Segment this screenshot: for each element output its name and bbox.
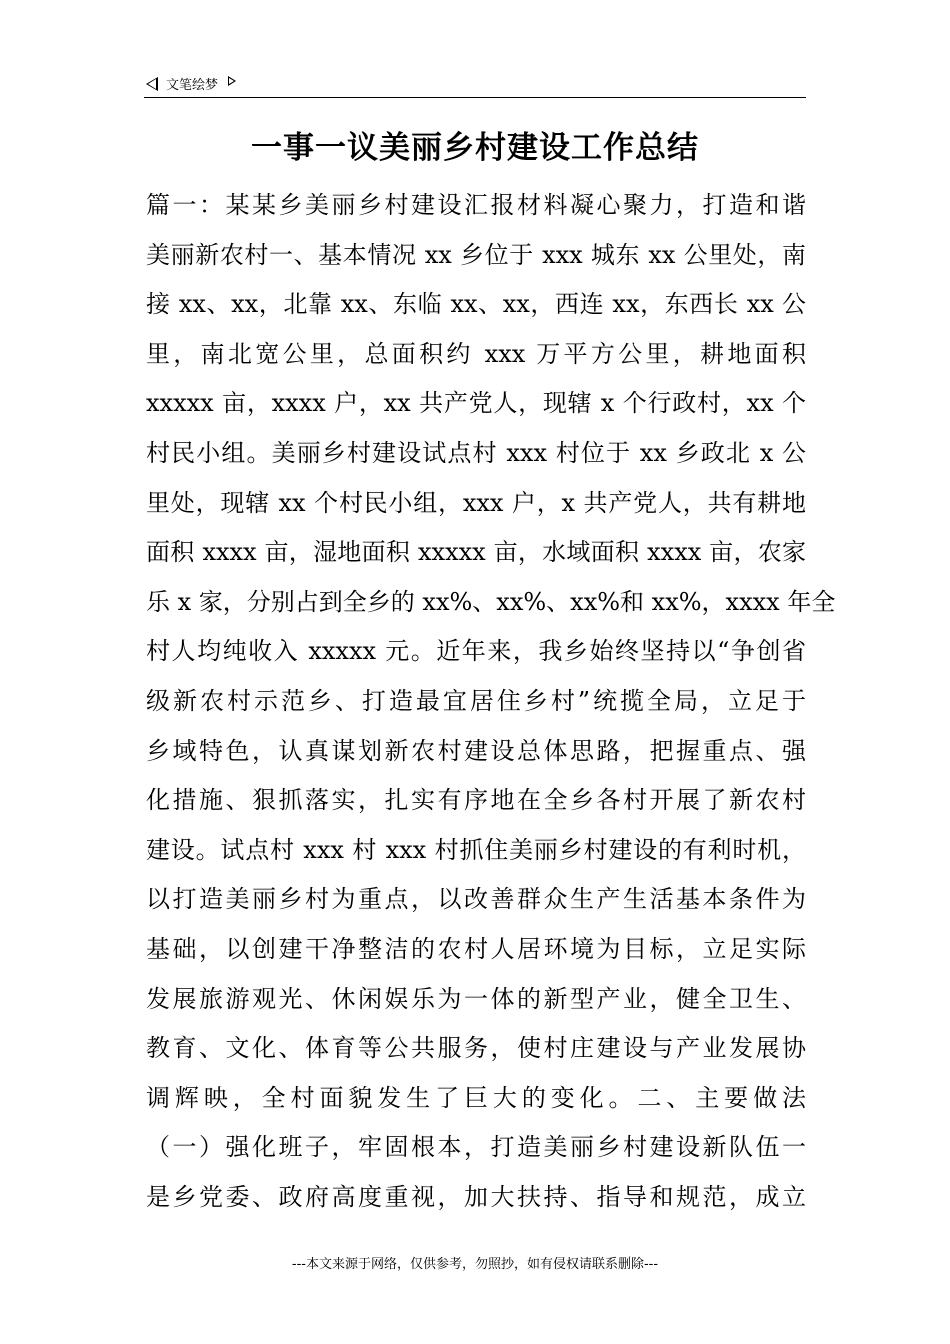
body-line: 级新农村示范乡、打造最宜居住乡村”统揽全局，立足于 — [146, 686, 806, 715]
body-line: 里，南北宽公里，总面积约 xxx 万平方公里，耕地面积 — [146, 339, 806, 368]
document-body — [146, 181, 836, 1222]
body-line: 村人均纯收入 xxxxx 元。近年来，我乡始终坚持以“争创省 — [146, 637, 806, 666]
body-line: 篇一：某某乡美丽乡村建设汇报材料凝心聚力，打造和谐 — [146, 191, 806, 219]
triangle-right-icon — [228, 76, 236, 86]
body-line: 是乡党委、政府高度重视，加大扶持、指导和规范，成立 — [146, 1182, 806, 1211]
document-footer: ---本文来源于网络，仅供参考，勿照抄，如有侵权请联系删除--- — [291, 1257, 659, 1272]
body-line: 教育、文化、体育等公共服务，使村庄建设与产业发展协 — [146, 1034, 806, 1063]
body-line: 基础，以创建干净整洁的农村人居环境为目标，立足实际 — [146, 934, 806, 963]
body-line: （一）强化班子，牢固根本，打造美丽乡村建设新队伍一 — [146, 1133, 806, 1162]
header-divider — [144, 97, 806, 98]
body-line: 发展旅游观光、休闲娱乐为一体的新型产业，健全卫生、 — [146, 984, 806, 1013]
body-line: 建设。试点村 xxx 村 xxx 村抓住美丽乡村建设的有利时机， — [146, 835, 806, 864]
document-header — [146, 74, 236, 93]
body-line: 以打造美丽乡村为重点，以改善群众生产生活基本条件为 — [146, 885, 806, 914]
body-line: 乡域特色，认真谋划新农村建设总体思路，把握重点、强 — [146, 736, 806, 765]
body-line: 里处，现辖 xx 个村民小组，xxx 户，x 共产党人，共有耕地 — [146, 488, 806, 517]
body-line: 化措施、狠抓落实，扎实有序地在全乡各村开展了新农村 — [146, 786, 806, 815]
triangle-left-icon — [146, 77, 158, 91]
body-line: 接 xx、xx，北靠 xx、东临 xx、xx，西连 xx，东西长 xx 公 — [146, 290, 806, 319]
body-line: 面积 xxxx 亩，湿地面积 xxxxx 亩，水域面积 xxxx 亩，农家 — [146, 538, 806, 567]
body-line: 乐 x 家，分别占到全乡的 xx%、xx%、xx%和 xx%，xxxx 年全 — [146, 587, 836, 616]
header-label: 文笔绘梦 — [166, 78, 219, 93]
document-title: 一事一议美丽乡村建设工作总结 — [251, 130, 699, 166]
body-line: 调辉映，全村面貌发生了巨大的变化。二、主要做法 — [146, 1083, 806, 1112]
body-line: 村民小组。美丽乡村建设试点村 xxx 村位于 xx 乡政北 x 公 — [146, 438, 806, 467]
body-line: xxxxx 亩，xxxx 户，xx 共产党人，现辖 x 个行政村，xx 个 — [146, 389, 806, 418]
body-line: 美丽新农村一、基本情况 xx 乡位于 xxx 城东 xx 公里处，南 — [146, 240, 806, 269]
